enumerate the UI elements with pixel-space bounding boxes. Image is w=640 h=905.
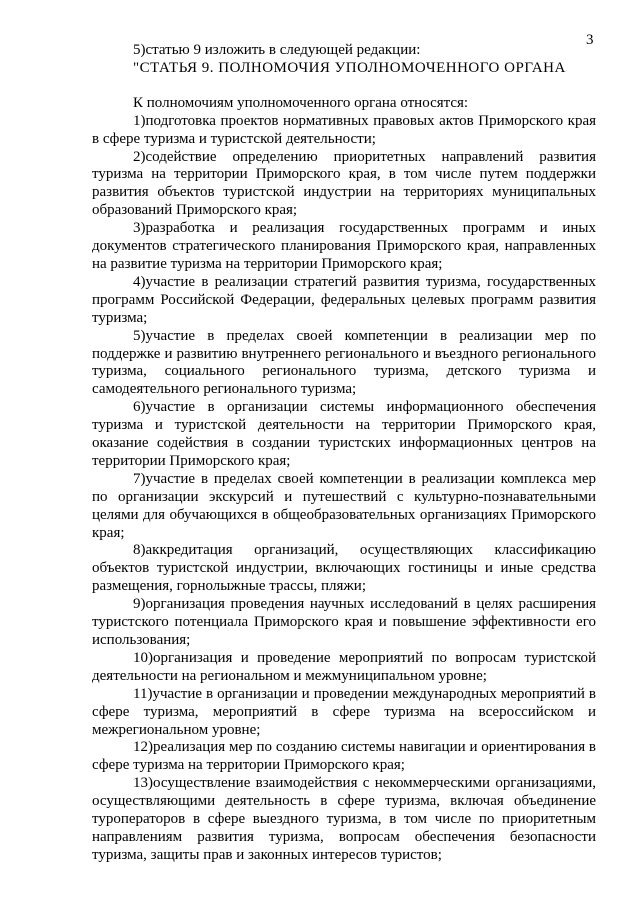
document-body [92, 42, 596, 865]
list-item: 1)подготовка проектов нормативных правовых актов Приморского края в сфере туризма и туристской деятельности; [92, 112, 596, 147]
list-item: 10)организация и проведение мероприятий по вопросам туристской деятельности на региональном и межмуниципальном уровне; [92, 649, 596, 684]
list-item: 8)аккредитация организаций, осуществляющих классификацию объектов туристской индустрии, включающих гостиницы и иные средства размещения, горнолыжные трассы, пляжи; [92, 542, 596, 595]
list-item: 12)реализация мер по созданию системы навигации и ориентирования в сфере туризма на территории Приморского края; [92, 739, 596, 774]
list-item: 4)участие в реализации стратегий развития туризма, государственных программ Российской Федерации, федеральных целевых программ развития туризма; [92, 273, 596, 326]
page-number: 3 [586, 32, 594, 48]
list-item: 11)участие в организации и проведении международных мероприятий в сфере туризма, мероприятий в сфере туризма на всероссийском и межрегиональном уровне; [92, 685, 596, 738]
list-item: 6)участие в организации системы информационного обеспечения туризма и туристской деятельности на территории Приморского края, оказание содействия в создании туристских информационных центров на территории Приморского края; [92, 399, 596, 469]
list-item: 13)осуществление взаимодействия с некоммерческими организациями, осуществляющими деятельность в сфере туризма, включая объединение туроператоров в сфере выездного туризма, в том числе по приоритетным направлениям развития туризма, вопросам обеспечения безопасности туризма, защиты прав и законных интересов туристов; [92, 775, 596, 863]
list-item: 7)участие в пределах своей компетенции в реализации комплекса мер по организации экскурсий и путешествий с культурно-познавательными целями для обучающихся в общеобразовательных организациях Приморского края; [92, 470, 596, 541]
list-item: 2)содействие определению приоритетных направлений развития туризма на территории Приморского края, в том числе путем поддержки развития объектов туристской индустрии на территориях муниципальных образований Приморского края; [92, 148, 596, 219]
list-item: 9)организация проведения научных исследований в целях расширения туристского потенциала Приморского края и повышение эффективности его использования; [92, 596, 596, 648]
amendment-intro: 5)статью 9 изложить в следующей редакции: [133, 42, 421, 58]
list-item: 5)участие в пределах своей компетенции в реализации мер по поддержке и развитию внутреннего регионального и въездного регионального туризма, социального регионального туризма, детского туризма и самодеятельного регионального туризма; [92, 327, 596, 398]
lead-sentence: К полномочиям уполномоченного органа относятся: [133, 94, 469, 111]
list-item: 3)разработка и реализация государственных программ и иных документов стратегического планирования Приморского края, направленных на развитие туризма на территории Приморского края; [92, 220, 596, 272]
article-heading: "СТАТЬЯ 9. ПОЛНОМОЧИЯ УПОЛНОМОЧЕННОГО ОРГАНА [133, 59, 566, 76]
